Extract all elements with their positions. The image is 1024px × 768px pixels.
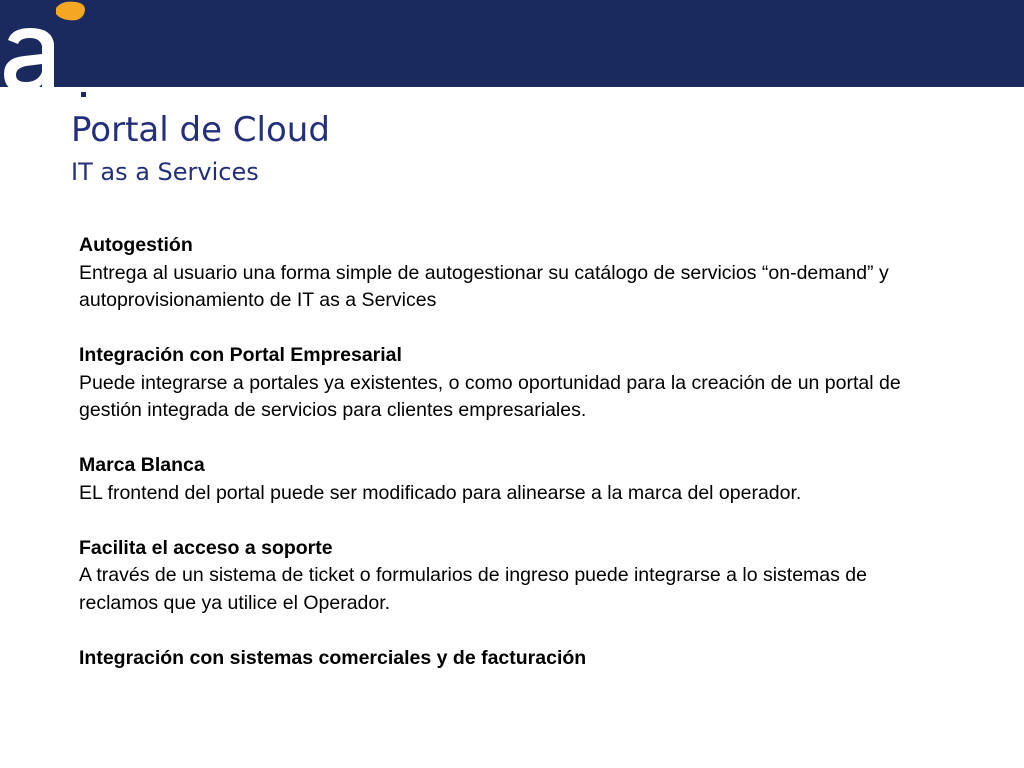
section-heading: Autogestión: [79, 234, 193, 256]
section-body: A través de un sistema de ticket o formularios de ingreso puede integrarse a lo sistemas de reclamos que ya utilice el Operador.: [79, 564, 867, 614]
slide-title: Portal de Cloud: [71, 110, 330, 150]
logo-a-icon: [0, 0, 92, 100]
slide-subtitle: IT as a Services: [71, 158, 259, 186]
section-soporte: [79, 535, 929, 618]
title-bullet: [81, 92, 86, 97]
section-heading: Integración con Portal Empresarial: [79, 344, 402, 366]
section-integracion-portal: [79, 342, 929, 425]
section-body: Puede integrarse a portales ya existentes, o como oportunidad para la creación de un portal de gestión integrada de servicios para clientes empresariales.: [79, 371, 901, 421]
slide-content: [79, 232, 929, 700]
section-autogestion: [79, 232, 929, 315]
section-body: Entrega al usuario una forma simple de autogestionar su catálogo de servicios “on-demand” y autoprovisionamiento de IT as a Services: [79, 261, 889, 311]
section-heading: Facilita el acceso a soporte: [79, 536, 333, 559]
section-facturacion: [79, 645, 929, 673]
section-heading: Marca Blanca: [79, 454, 205, 476]
header-bar: [0, 0, 1024, 87]
section-marca-blanca: [79, 452, 929, 507]
section-body: EL frontend del portal puede ser modificado para alinearse a la marca del operador.: [79, 481, 802, 504]
section-heading: Integración con sistemas comerciales y de facturación: [79, 646, 587, 669]
